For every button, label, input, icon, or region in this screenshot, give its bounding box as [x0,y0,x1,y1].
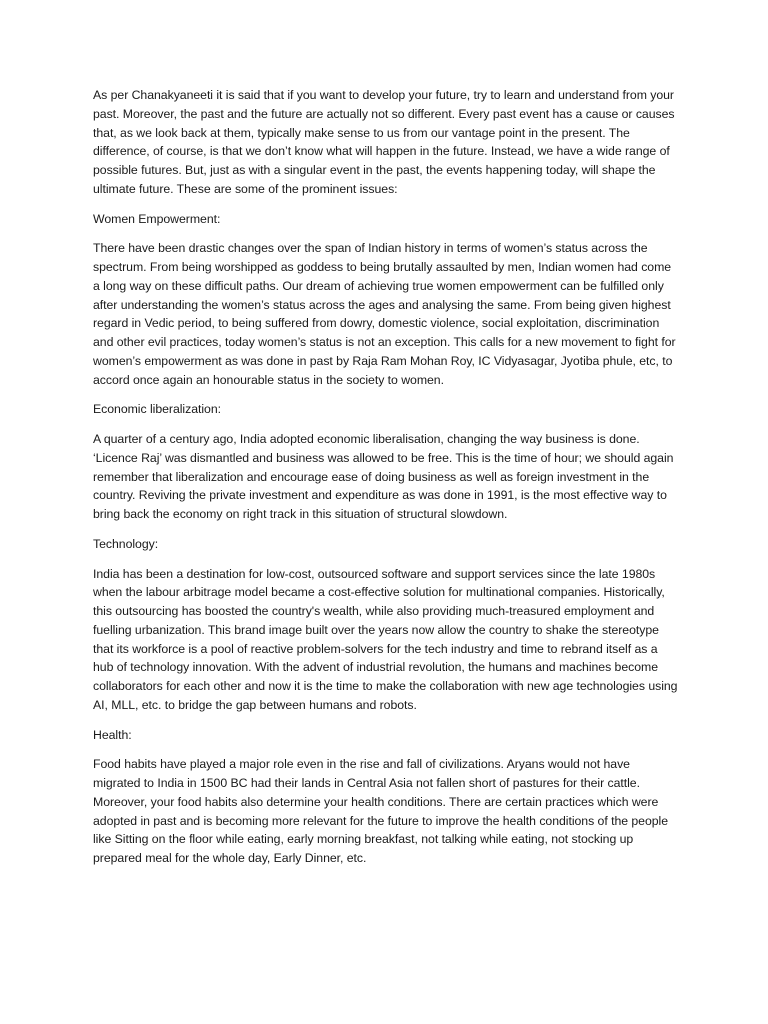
document-body [93,86,679,879]
section-body-technology: India has been a destination for low-cost, outsourced software and support services since the late 1980s when the labour arbitrage model became a cost-effective solution for multinational companies. Historically, this outsourcing has boosted the country's wealth, while also providing much-treasured employment and fuelling urbanization. This brand image built over the years now allow the country to shake the stereotype that its workforce is a pool of reactive problem-solvers for the tech industry and time to rebrand itself as a hub of technology innovation. With the advent of industrial revolution, the humans and machines become collaborators for each other and now it is the time to make the collaboration with new age technologies using AI, MLL, etc. to bridge the gap between humans and robots. [93,566,678,712]
section-heading-women-empowerment: Women Empowerment: [93,211,221,226]
section-heading-economic-liberalization: Economic liberalization: [93,402,221,417]
section-body-economic-liberalization: A quarter of a century ago, India adopted economic liberalisation, changing the way business is done. ‘Licence Raj’ was dismantled and business was allowed to be free. This is the time of hour; we should again remember that liberalization and encourage ease of doing business as well as foreign investment in the country. Reviving the private investment and expenditure as was done in 1991, is the most effective way to bring back the economy on right track in this situation of structural slowdown. [93,432,674,521]
section-heading-technology: Technology: [93,536,159,551]
intro-paragraph: As per Chanakyaneeti it is said that if you want to develop your future, try to learn and understand from your past. Moreover, the past and the future are actually not so different. Every past event has a cause or causes that, as we look back at them, typically make sense to us from our vantage point in the present. The difference, of course, is that we don’t know what will happen in the future. Instead, we have a wide range of possible futures. But, just as with a singular event in the past, the events happening today, will shape the ultimate future. These are some of the prominent issues: [93,88,675,196]
section-body-health: Food habits have played a major role even in the rise and fall of civilizations. Aryans would not have migrated to India in 1500 BC had their lands in Central Asia not fallen short of pastures for their cattle. Moreover, your food habits also determine your health conditions. There are certain practices which were adopted in past and is becoming more relevant for the future to improve the health conditions of the people like Sitting on the floor while eating, early morning breakfast, not talking while eating, not stocking up prepared meal for the whole day, Early Dinner, etc. [93,757,669,865]
section-heading-health: Health: [93,727,132,742]
section-body-women-empowerment: There have been drastic changes over the span of Indian history in terms of women’s status across the spectrum. From being worshipped as goddess to being brutally assaulted by men, Indian women had come a long way on these difficult paths. Our dream of achieving true women empowerment can be fulfilled only after understanding the women’s status across the ages and analysing the same. From being given highest regard in Vedic period, to being suffered from dowry, domestic violence, social exploitation, discrimination and other evil practices, today women’s status is not an exception. This calls for a new movement to fight for women’s empowerment as was done in past by Raja Ram Mohan Roy, IC Vidyasagar, Jyotiba phule, etc, to accord once again an honourable status in the society to women. [93,241,676,387]
